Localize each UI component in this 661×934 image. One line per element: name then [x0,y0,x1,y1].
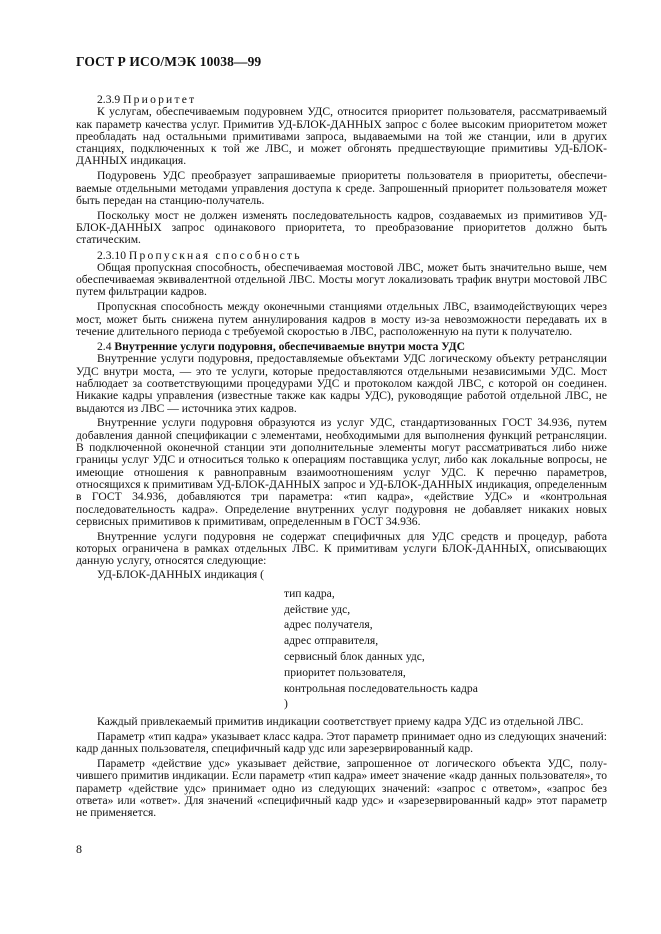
paragraph: Каждый привлекаемый примитив индикации соответствует приему кадра УДС из отдельной ЛВС. [97,715,584,729]
paragraph: Параметр «тип кадра» указывает класс кадра. Этот параметр принимает одно из следующих значений: кадр данных пользователя, специфичный кадр удс или зарезервированный кадр. [76,729,607,756]
primitive-param: адрес получателя, [284,618,373,632]
section-heading-2-3-10 [76,250,607,262]
primitive-param: приоритет пользователя, [284,665,406,679]
primitive-param: действие удс, [284,602,351,616]
paragraph: Внутренние услуги подуровня не содержат специфичных для УДС средств и процедур, работа которых ограничена в рамках отдельных ЛВС. К примитивам услуги БЛОК-ДАННЫХ, описывающих данную услугу, относятся следующие: [76,529,607,568]
paragraph: Внутренние услуги подуровня, предоставляемые объектами УДС логическому объекту ретрансляции УДС внутри моста, — это те услуги, которые предоставляются отдельными независимыми УДС. Мост наблюдает за соответствующими процедурами УДС и протоколом каждой ЛВС, с которой он соединен. Никакие кадры управления (известные также как кадры УДС), руководящие работой отдельной ЛВС, не выдаются из ЛВС — источника этих кадров. [76,352,607,415]
section-number: 2.3.10 [97,248,126,262]
primitive-param: тип кадра, [284,586,335,600]
paragraph: Внутренние услуги подуровня образуются из услуг УДС, стандартизованных ГОСТ 34.936, путем добавления данной спецификации с элементами, необходимыми для выполнения функций ретрансляции. В подключенной оконечной станции эти дополнительные элементы могут рассматриваться либо ниже границы услуг УДС и относиться только к операциям поставщика услуг, либо как локальные вопросы, не имеющие отношения к равноправным взаимоотношениям услуг УДС. К перечню параметров, относящихся к примитивам УД-БЛОК-ДАННЫХ запрос и УД-БЛОК-ДАННЫХ индикация, определенным в ГОСТ 34.936, добавляются три параметра: «тип кадра», «действие УДС» и «контрольная последовательность кадра». Определение внутренних услуг подуровня не добавляет никаких новых сервисных примитивов к примитивам, определенным в ГОСТ 34.936. [76,416,607,528]
primitive-definition [76,569,607,712]
section-title: Пропускная способность [128,248,302,262]
section-title: Приоритет [123,93,197,106]
section-title: Внутренние услуги подуровня, обеспечиваемые внутри моста УДС [114,340,465,354]
primitive-param: контрольная последовательность кадра [284,681,478,695]
section-number: 2.4 [97,340,112,354]
paragraph: Поскольку мост не должен изменять последовательность кадров, создаваемых из примитивов УД-БЛОК-ДАННЫХ запрос одинакового приоритета, то преобразование приоритетов должно быть статическим. [76,208,607,247]
primitive-close: ) [284,697,288,711]
paragraph: Пропускная способность между оконечными станциями отдельных ЛВС, взаимодействующих через мост, может быть снижена путем аннулирования кадров в мосту из-за невозможности передавать их в течение длительного периода с требуемой скоростью в ЛВС, расположенную на пути к получателю. [76,300,607,338]
primitive-param: сервисный блок данных удс, [284,649,425,663]
paragraph: Общая пропускная способность, обеспечиваемая мостовой ЛВС, может быть значительно выше, чем обеспечиваемая эквивалентной отдельной ЛВС. Мосты могут локализовать трафик внутри мостовой ЛВС путем фильтрации кадров. [76,260,607,299]
section-number: 2.3.9 [97,93,121,106]
paragraph: К услугам, обеспечиваемым подуровнем УДС, относится приоритет пользователя, рассматриваемый как параметр качества услуг. Примитив УД-БЛОК-ДАННЫХ запрос с более высоким приоритетом может преобладать над остальными примитивами запроса, выдаваемыми на той же станции, или в других станциях, подключенных к той же ЛВС, и может обгонять предшествующие примитивы УД-БЛОК-ДАННЫХ индикация. [76,105,607,168]
paragraph: Подуровень УДС преобразует запрашиваемые приоритеты пользователя в приоритеты, обеспечиваемые отдельными методами управления доступа к среде. Запрошенный приоритет пользователя может быть передан на станцию-получатель. [76,169,607,207]
primitive-call: УД-БЛОК-ДАННЫХ индикация ( [97,568,265,582]
page-content [76,91,607,820]
primitive-param: адрес отправителя, [284,634,379,648]
standard-header: ГОСТ Р ИСО/МЭК 10038—99 [76,54,262,69]
paragraph: Параметр «действие удс» указывает действие, запрошенное от логического объекта УДС, получившего примитив индикации. Если параметр «тип кадра» имеет значение «кадр данных пользователя», то параметр «действие удс» принимает одно из следующих значений: «запрос с ответом», «запрос без ответа» или «ответ». Для значений «специфичный кадр удс» и «зарезервированный кадр» этот параметр не применяется. [76,757,607,820]
page-number: 8 [76,842,82,856]
